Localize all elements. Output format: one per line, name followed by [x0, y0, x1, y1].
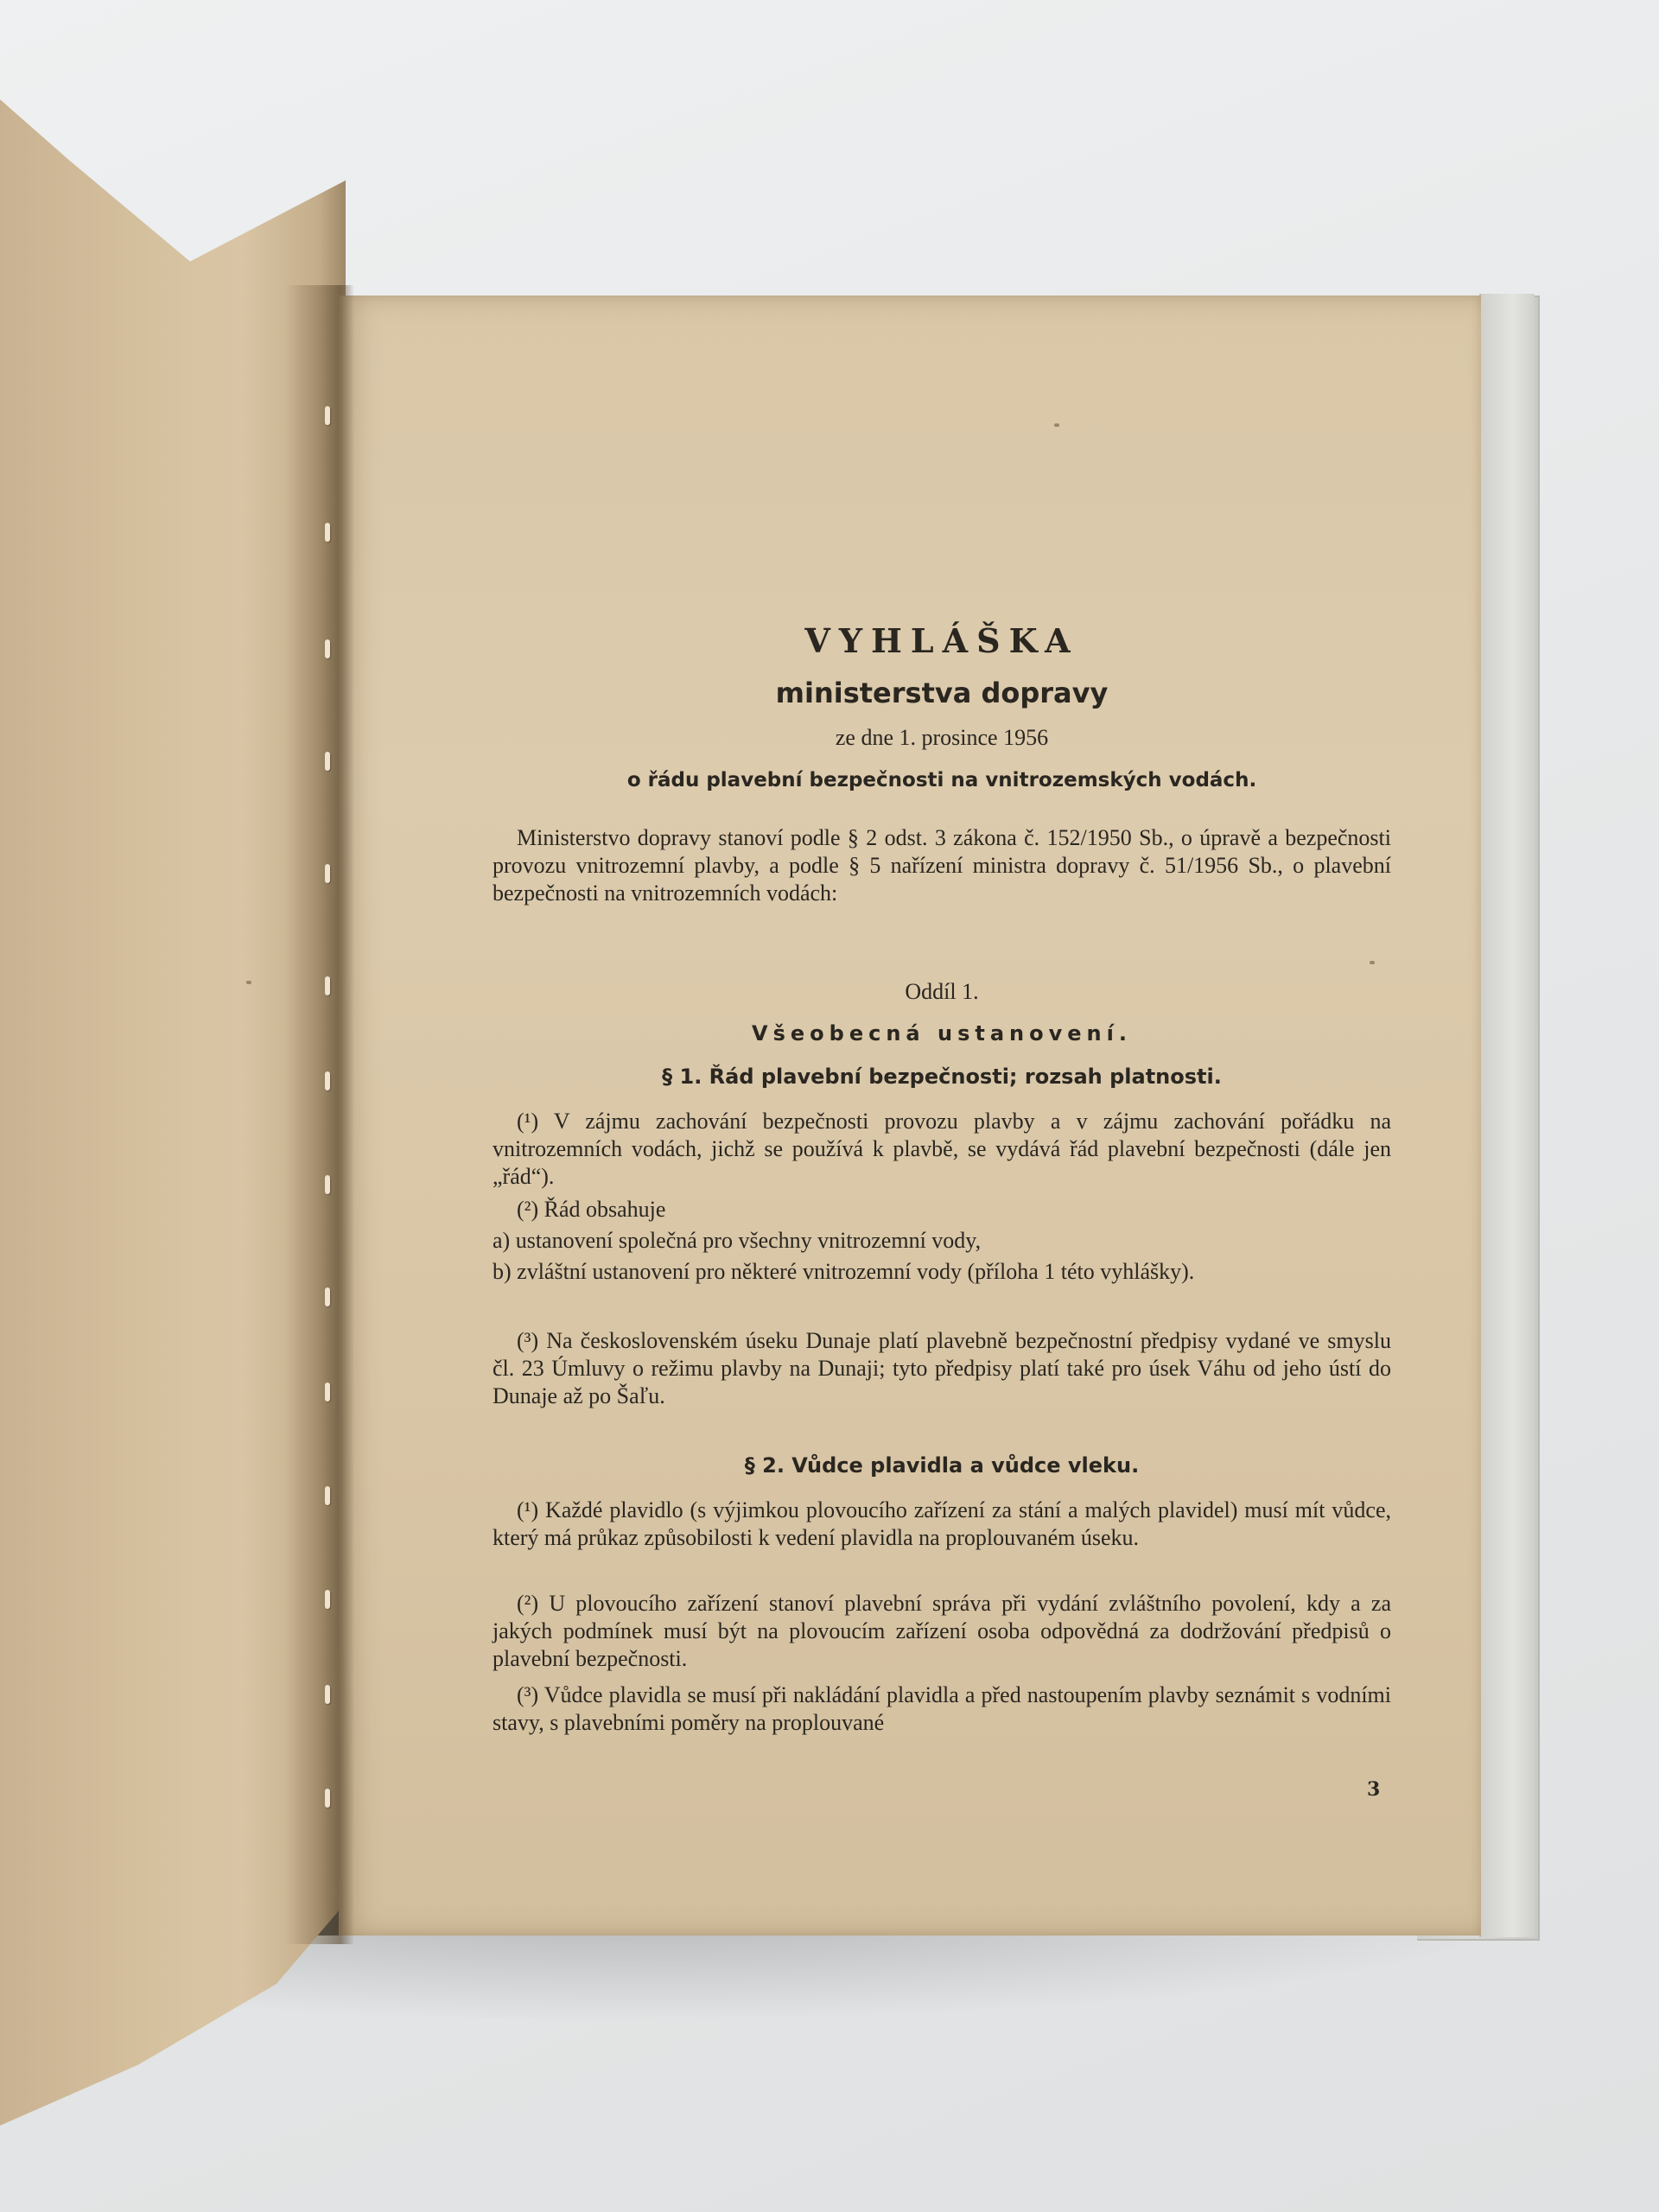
section-1-paragraph-2: (²) Řád obsahuje	[517, 1197, 666, 1222]
paper-speck	[246, 981, 251, 984]
stitch-mark	[325, 1789, 330, 1808]
stitch-mark	[325, 752, 330, 771]
paper-speck	[1054, 423, 1059, 427]
stitch-mark	[325, 1590, 330, 1609]
stitch-mark	[325, 976, 330, 995]
section-1-item-a: a) ustanovení společná pro všechny vnitrozemní vody,	[493, 1228, 982, 1253]
page-text	[493, 622, 1391, 1763]
stitch-mark	[325, 1486, 330, 1505]
page-gutter	[285, 285, 354, 1944]
stitch-mark	[325, 864, 330, 883]
stitch-mark	[325, 1175, 330, 1194]
section-2-paragraph-3: (³) Vůdce plavidla se musí při nakládání plavidla a před nastoupením plavby seznámit s vodními stavy, s plavebními poměry na proplouvané	[493, 1682, 1391, 1735]
decree-heading: o řádu plavební bezpečnosti na vnitrozemských vodách.	[626, 769, 1257, 791]
document-subtitle: ministerstva dopravy	[775, 677, 1109, 709]
book-cover-edge-right	[1479, 294, 1535, 1937]
part-number: Oddíl 1.	[905, 979, 979, 1004]
stitch-mark	[325, 1071, 330, 1090]
stitch-mark	[325, 1382, 330, 1402]
document-date: ze dne 1. prosince 1956	[835, 725, 1049, 750]
part-title: Všeobecná ustanovení.	[752, 1021, 1132, 1046]
section-2-paragraph-1: (¹) Každé plavidlo (s výjimkou plovoucího zařízení za stání a malých plavidel) musí mít vůdce, který má průkaz způsobilosti k vedení plavidla na proplouvaném úseku.	[493, 1497, 1391, 1550]
section-2-heading: § 2. Vůdce plavidla a vůdce vleku.	[744, 1453, 1140, 1478]
section-1-item-b: b) zvláštní ustanovení pro některé vnitrozemní vody (příloha 1 této vyhlášky).	[493, 1259, 1195, 1284]
preamble: Ministerstvo dopravy stanoví podle § 2 odst. 3 zákona č. 152/1950 Sb., o úpravě a bezpečnosti provozu vnitrozemní plavby, a podle § 5 nařízení ministra dopravy č. 51/1956 Sb., o plavební bezpečnosti na vnitrozemních vodách:	[493, 825, 1391, 906]
stitch-mark	[325, 639, 330, 658]
section-1-heading: § 1. Řád plavební bezpečnosti; rozsah platnosti.	[662, 1065, 1222, 1089]
stitch-mark	[325, 1685, 330, 1704]
stitch-mark	[325, 1287, 330, 1306]
section-2-paragraph-2: (²) U plovoucího zařízení stanoví plavební správa při vydání zvláštního povolení, kdy a za jakých podmínek musí být na plovoucím zařízení osoba odpovědná za dodržování předpisů o plavební bezpečnosti.	[493, 1591, 1391, 1671]
document-title: VYHLÁŠKA	[804, 621, 1079, 660]
stitch-mark	[325, 523, 330, 542]
page-number: 3	[1367, 1778, 1381, 1801]
stitch-mark	[325, 406, 330, 425]
section-1-paragraph-1: (¹) V zájmu zachování bezpečnosti provozu plavby a v zájmu zachování pořádku na vnitrozemních vodách, jichž se používá k plavbě, se vydává řád plavební bezpečnosti (dále jen „řád“).	[493, 1109, 1391, 1189]
section-1-paragraph-3: (³) Na československém úseku Dunaje platí plavebně bezpečnostní předpisy vydané ve smyslu čl. 23 Úmluvy o režimu plavby na Dunaji; tyto předpisy platí také pro úsek Váhu od jeho ústí do Dunaje až po Šaľu.	[493, 1328, 1391, 1408]
